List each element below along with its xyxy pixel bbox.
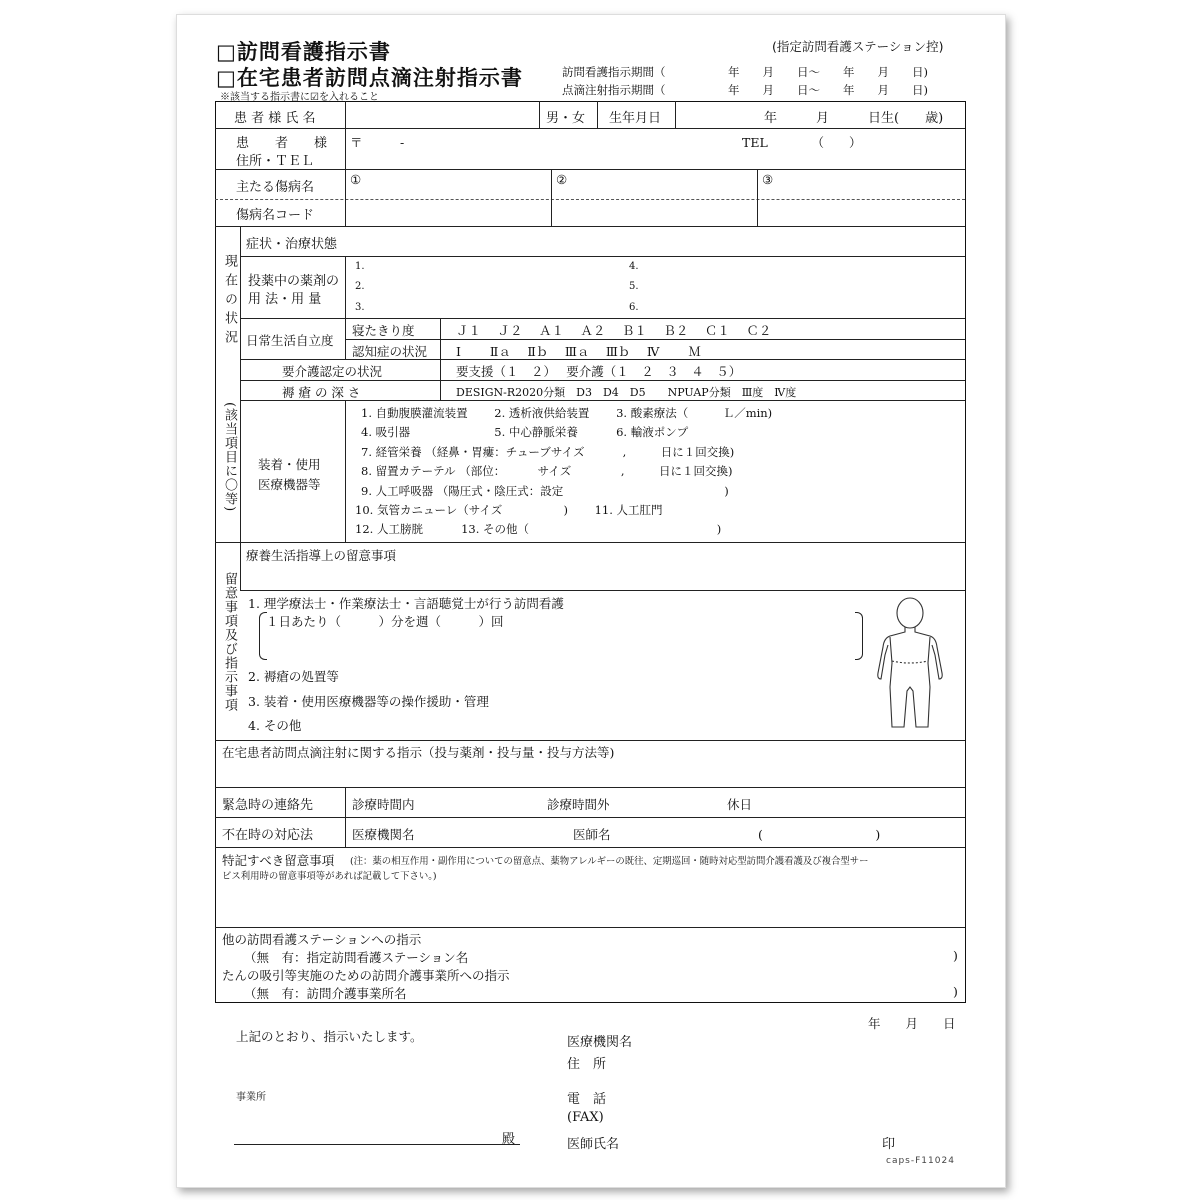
absent-facility-field[interactable]: 医療機関名 <box>352 827 415 842</box>
device-line-1[interactable]: 1. 自動腹膜灌流装置 2. 透析液供給装置 3. 酸素療法（ Ｌ／min) <box>361 406 773 420</box>
footer-doctor-label: 医師氏名 <box>567 1137 620 1152</box>
instruction-item-2[interactable]: 2. 褥瘡の処置等 <box>248 669 339 684</box>
bedridden-label: 寝たきり度 <box>352 323 415 338</box>
device-label-2: 医療機器等 <box>258 477 321 492</box>
footer-phone-label: 電 話 <box>567 1092 607 1107</box>
meds-label-1: 投薬中の薬剤の <box>248 274 340 289</box>
dementia-options[interactable]: Ⅰ Ⅱａ Ⅱｂ Ⅲａ Ⅲｂ Ⅳ Ｍ <box>456 344 701 359</box>
seal-mark: 印 <box>882 1137 896 1152</box>
bedridden-options[interactable]: Ｊ１ Ｊ２ Ａ１ Ａ２ Ｂ１ Ｂ２ Ｃ１ Ｃ２ <box>456 323 772 338</box>
address-label-1: 患 者 様 <box>236 136 328 151</box>
disease-name-label: 主たる傷病名 <box>236 180 315 195</box>
ulcer-depth-options[interactable]: DESIGN-R2020分類 D3 D4 D5 NPUAP分類 Ⅲ度 Ⅳ度 <box>456 386 797 399</box>
disease-field-3[interactable]: ③ <box>762 172 774 187</box>
special-notes-label: 特記すべき留意事項 <box>222 853 335 868</box>
care-level-label: 要介護認定の状況 <box>282 364 383 379</box>
device-line-2[interactable]: 4. 吸引器 5. 中心静脈栄養 6. 輸液ポンプ <box>361 425 689 439</box>
period1-label: 訪問看護指示期間（ <box>562 65 666 79</box>
absent-response-label: 不在時の対応法 <box>222 828 314 843</box>
care-office-label: たんの吸引等実施のための訪問介護事業所への指示 <box>222 968 510 983</box>
device-line-5[interactable]: 9. 人工呼吸器 （陽圧式・陰圧式：設定 ) <box>361 484 729 498</box>
instruction-item-4[interactable]: 4. その他 <box>248 718 302 733</box>
statement-text: 上記のとおり、指示いたします。 <box>236 1029 423 1044</box>
med-line-6[interactable]: 6. <box>629 302 639 313</box>
period2-dates[interactable]: 年 月 日〜 年 月 日) <box>728 83 928 97</box>
ulcer-depth-label: 褥 瘡 の 深 さ <box>282 385 361 400</box>
care-office-close: ) <box>953 984 958 999</box>
current-status-side-note: (該当項目に〇等) <box>222 402 237 513</box>
disease-field-2[interactable]: ② <box>556 172 568 187</box>
station-copy-label: (指定訪問看護ステーション控) <box>772 39 944 54</box>
instruction-item-3[interactable]: 3. 装着・使用医療機器等の操作援助・管理 <box>248 694 489 709</box>
issue-date-field[interactable]: 年 月 日 <box>868 1016 956 1031</box>
period1-dates[interactable]: 年 月 日〜 年 月 日) <box>728 65 928 79</box>
hours-in-field[interactable]: 診療時間内 <box>352 797 415 812</box>
device-label-1: 装着・使用 <box>258 457 321 472</box>
dementia-label: 認知症の状況 <box>352 344 428 359</box>
absent-paren-field[interactable]: ( ) <box>758 827 881 842</box>
disease-field-1[interactable]: ① <box>350 172 362 187</box>
footer-address-label: 住 所 <box>567 1057 607 1072</box>
special-notes-note-1: (注：薬の相互作用・副作用についての留意点、薬物アレルギーの既往、定期巡回・随時対応型訪問介護看護及び複合型サー <box>350 856 869 867</box>
dono-honorific: 殿 <box>502 1132 516 1147</box>
meds-label-2: 用 法・用 量 <box>248 292 322 307</box>
care-office-field[interactable]: （無 有：訪問介護事業所名 <box>244 986 407 1001</box>
other-station-label: 他の訪問看護ステーションへの指示 <box>222 932 422 947</box>
instructions-side-label: 留意事項及び指示事項 <box>222 572 237 712</box>
med-line-4[interactable]: 4. <box>629 261 639 272</box>
address-label-2: 住所・ＴＥＬ <box>236 154 315 169</box>
footer-facility-label: 医療機関名 <box>567 1035 633 1050</box>
office-label: 事業所 <box>236 1092 266 1103</box>
postal-field[interactable]: 〒 - <box>350 135 405 150</box>
care-level-options[interactable]: 要支援（１ ２） 要介護（１ ２ ３ ４ ５） <box>456 364 742 379</box>
device-line-3[interactable]: 7. 経管栄養 （経鼻・胃瘻：チューブサイズ , 日に１回交換) <box>361 445 735 459</box>
office-signature-line[interactable] <box>234 1144 520 1145</box>
form-code: caps-F11024 <box>886 1156 955 1166</box>
right-bracket <box>855 612 863 660</box>
adl-label: 日常生活自立度 <box>246 333 334 348</box>
device-line-6[interactable]: 10. 気管カニューレ（サイズ ) 11. 人工肛門 <box>355 503 663 517</box>
special-notes-note-2: ビス利用時の留意事項等があれば記載して下さい。) <box>222 871 437 882</box>
dob-field[interactable]: 年 月 日生( 歳) <box>764 111 944 126</box>
check-note: ※該当する指示書に☑を入れること <box>220 92 379 103</box>
left-bracket <box>259 612 267 660</box>
hours-out-field[interactable]: 診療時間外 <box>547 797 610 812</box>
tel-field[interactable]: TEL （ ） <box>742 135 862 150</box>
med-line-2[interactable]: 2. <box>355 281 365 292</box>
med-line-3[interactable]: 3. <box>355 302 365 313</box>
drip-instruction-label[interactable]: 在宅患者訪問点滴注射に関する指示（投与薬剤・投与量・投与方法等) <box>222 745 615 760</box>
disease-code-label: 傷病名コード <box>236 208 315 223</box>
symptoms-label: 症状・治療状態 <box>246 237 338 252</box>
footer-fax-label: (FAX) <box>567 1110 604 1125</box>
holiday-field[interactable]: 休日 <box>727 797 753 812</box>
other-station-close: ) <box>953 948 958 963</box>
guidance-label: 療養生活指導上の留意事項 <box>246 548 397 563</box>
period2-label: 点滴注射指示期間（ <box>562 83 666 97</box>
device-line-4[interactable]: 8. 留置カテーテル （部位： サイズ , 日に１回交換) <box>361 464 733 478</box>
absent-doctor-field[interactable]: 医師名 <box>573 827 611 842</box>
other-station-field[interactable]: （無 有：指定訪問看護ステーション名 <box>244 950 469 965</box>
dob-label: 生年月日 <box>609 111 662 126</box>
device-line-7[interactable]: 12. 人工膀胱 13. その他（ ) <box>355 522 722 536</box>
form-title-nursing[interactable]: □訪問看護指示書 <box>216 40 391 64</box>
instruction-item-1[interactable]: 1. 理学療法士・作業療法士・言語聴覚士が行う訪問看護 <box>248 596 564 611</box>
instruction-item-1-detail[interactable]: １日あたり（ ）分を週（ ）回 <box>266 614 504 629</box>
patient-name-label: 患 者 様 氏 名 <box>234 111 316 126</box>
form-title-drip[interactable]: □在宅患者訪問点滴注射指示書 <box>216 66 523 90</box>
med-line-1[interactable]: 1. <box>355 261 365 272</box>
body-figure-icon <box>872 595 948 733</box>
med-line-5[interactable]: 5. <box>629 281 639 292</box>
current-status-side-label: 現在の状況 <box>222 254 237 349</box>
emergency-contact-label: 緊急時の連絡先 <box>222 798 314 813</box>
sex-selector[interactable]: 男・女 <box>546 111 586 126</box>
